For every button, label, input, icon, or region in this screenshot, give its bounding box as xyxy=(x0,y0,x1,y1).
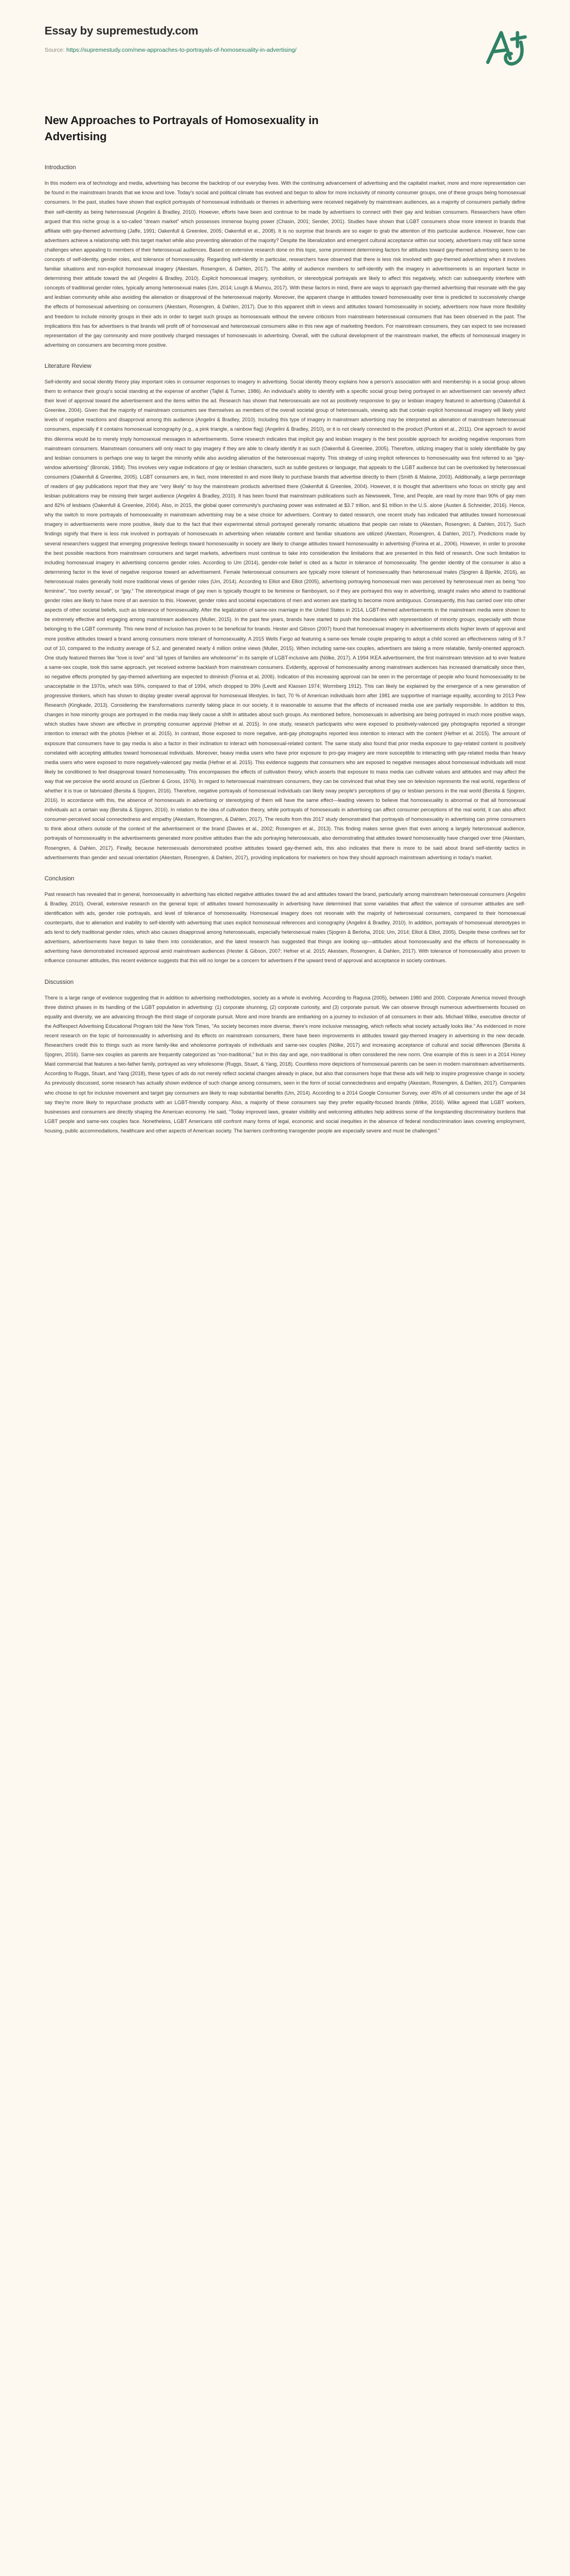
page-header xyxy=(0,0,570,83)
paragraph: Past research has revealed that in general, homosexuality in advertising has elicited negative attitudes toward the ad and attitudes toward the brand, particularly among mainstream heterosexual consumers (Angelini & Bradley, 2010). Overall, extensive research on the general topic of attitudes toward homosexuality in advertising have determined that some variables that affect the valence of consumer attitudes are self-identification with ads, gender role portrayals, and level of tolerance of homosexuality. Homosexual imagery does not resonate with the majority of heterosexual consumers, compared to their homosexual counterparts, due to alienation and inability to self-identify with advertising that uses explicit homosexual references and iconography (Angelini & Bradley, 2010). In addition, portrayals of homosexual stereotypes in ads tend to defy traditional gender roles, which also causes disapproval among heterosexuals, especially heterosexual males (Sjogren & Berloha, 2016; Um, 2014; Elliot & Elliot, 2005). Despite these confines set for advertisers, advertisements have begun to take them into consideration, and the latest research has suggested that things are looking up—attitudes about homosexuality and the effects of homosexuality in advertising have demonstrated increased approval amid mainstream audiences (Hester & Gibson, 2007; Hefner et al. 2015; Akestam, Rosengren, & Dahlen, 2017). With tolerance of homosexuality also proven to influence consumer attitudes, this recent evidence suggests that this will no longer be a concern for advertisers if the upward trend of approval and acceptance in society continues. xyxy=(45,891,525,964)
section-heading-conclusion: Conclusion xyxy=(45,875,75,882)
section-conclusion xyxy=(45,875,525,966)
paragraph: In this modern era of technology and media, advertising has become the backdrop of our everyday lives. With the continuing advancement of advertising and the capitalist market, more and more representation can be found in the mainstream brands that we know and love. Today's social and political climate has evolved and begun to allow for more inclusivity of minority consumer groups, one of these groups being homosexual consumers. In the past, studies have shown that explicit portrayals of homosexual individuals or themes in advertising were received negatively by mainstream audiences, as a majority of consumers partially define their self-identity as being heterosexual (Angelini & Bradley, 2010). However, efforts have been and continue to be made by advertisers to connect with their gay and lesbian consumers. Researchers have often argued that this niche group is a so-called “dream market” which possesses immense buying power (Chasin, 2001; Sender, 2001). Studies have shown that LGBT consumers show more interest in brands that affiliate with gay-themed advertising (Jaffe, 1991; Oakenfull & Greenlee, 2005; Oakenfull et al., 2008). It is no surprise that brands are so eager to grab the attention of this particular audience. However, how can advertisers achieve a relationship with this target market while also preventing alienation of the majority? Despite the liberalization and emergent cultural acceptance within our society, advertisers may still face some challenges when appealing to members of their heterosexual audiences. Based on extensive research done on this topic, some prominent determining factors for attitudes toward gay-themed advertising seem to be concepts of self-identity, gender roles, and tolerance of homosexuality. Regarding self-identity in particular, researchers have observed that there is less risk involved with gay-themed advertising when it involves familiar situations and non-explicit homosexual imagery (Akestam, Rosengren, & Dahlen, 2017). The ability of audience members to self-identify with the imagery in advertisements is an important factor in determining their attitude toward the ad (Angelini & Bradley, 2010). Explicit homosexual imagery, symbolism, or stereotypical portrayals are likely to affect this negatively, which can subsequently interfere with concepts of traditional gender roles, typically among heterosexual males (Um, 2014; Lough & Mumcu, 2017). With these factors in mind, there are ways to approach gay-themed advertising that resonate with the gay and lesbian community while also avoiding the alienation or disapproval of the heterosexual majority. Moreover, the apparent change in attitudes toward homosexuality over time is predicted to successively change the effects of homosexual advertising on consumers (Akestam, Rosengren, & Dahlen, 2017). Due to this apparent shift in views and attitudes toward homosexuality in society, advertisers now have more flexibility and freedom to include minority groups in their ads in order to target such groups as homosexuals without the severe criticism from mainstream heterosexual consumers that has been observed in the past. The implications this has for advertisers is that brands will profit off of homosexual and heterosexual consumers alike in this new age of marketing freedom. For mainstream consumers, they can expect to see increased representation of the gay community and more positively charged messages of homosexuals in advertising. Overall, with the cultural development of the mainstream market, the effects of homosexual imagery in advertising on consumers are becoming more positive. xyxy=(45,180,525,348)
source-label: Source: xyxy=(45,46,65,53)
section-heading-introduction: Introduction xyxy=(45,164,76,171)
a-plus-logo-icon xyxy=(482,21,530,69)
section-heading-literature-review: Literature Review xyxy=(45,362,92,370)
page-title: New Approaches to Portrayals of Homosexuality in Advertising xyxy=(45,114,319,144)
paragraph: Self-identity and social identity theory play important roles in consumer responses to imagery in advertising. Social identity theory explains how a person's association with and membership in a social group allows them to enhance their group's social standing at the expense of another (Tajfel & Turner, 1986). An individual's ability to identify with a specific social group being portrayed in an advertisement can severely affect their level of approval toward the advertisement and the items within the ad. Research has shown that heterosexuals are not as positively responsive to gay or lesbian imagery featured in advertising (Oakenfull & Greenlee, 2004). Given that the majority of mainstream consumers see themselves as members of the overall societal group of heterosexuals, viewing ads that contain explicit homosexual imagery will likely yield levels of negative reactions and disapproval among this audience (Angelini & Bradley, 2010). Including this type of imagery in mainstream advertising may be interpreted as alienation of mainstream heterosexual consumers, especially if it contains homosexual iconography (e.g., a pink triangle, a rainbow flag) (Angelini & Bradley, 2010), or it is not clearly connected to the product (Puntoni et al., 2011). One approach to avoid this dilemma would be to merely imply homosexual messages in advertisements. Some research indicates that implicit gay and lesbian imagery is the best possible approach for avoiding negative responses from mainstream consumers. Mainstream consumers will only react to gay imagery if they are able to clearly identify it as such (Oakenfull & Greenlee, 2005). Therefore, utilizing imagery that is solely identifiable by gay and lesbian consumers is perhaps one way to target the minority while also avoiding alienation of the heterosexual majority. This strategy of using implicit references to homosexuality was first referred to as “gay-window advertising” (Bronski, 1984). This involves very vague indications of gay or lesbian characters, such as subtle gestures or language, that appeals to the LGBT audience but can be overlooked by heterosexual consumers (Oakenfull & Greenlee, 2005). LGBT consumers are, in fact, more interested in and more likely to purchase brands that advertise directly to them (Smith & Malone, 2003). Additionally, a large percentage of readers of gay publications report that they are “very likely” to buy the mainstream products advertised there (Oakenfull & Greenlee, 2004). However, it is thought that advertisers who focus on strictly gay and lesbian publications may be missing their target audience (Angelini & Bradley, 2010). It has been found that mainstream publications such as Newsweek, Time, and People, are read by more than 90% of gay men and 82% of lesbians (Oakenfull & Greenlee, 2004). Also, in 2015, the global queer community's purchasing power was estimated at $3.7 trillion, and $1 trillion in the U.S. alone (Austen & Schneider, 2016). Hence, why the switch to more portrayals of homosexuality in mainstream advertising may be a wise choice for advertisers. Contrary to dated research, one recent study has indicated that attitudes toward homosexual imagery in advertisements were more positive, likely due to the fact that their experimental stimuli portrayed generally romantic situations that people can relate to (Akestam, Rosengren, & Dahlen, 2017). Such findings signify that there is less risk involved in portrayals of homosexuals in advertising when relatable content and familiar situations are utilized (Akestam, Rosengren, & Dahlen, 2017). Predictions made by several researchers suggest that emerging progressive feelings toward homosexuality in society are likely to change attitudes toward homosexuality in advertising (Fiorina et al., 2006). However, in order to provoke the best possible reactions from mainstream consumers and target markets, advertisers must continue to take into consideration the limitations that are presented in this field of research. One such limitation to including homosexual imagery in advertising concerns gender roles. According to Um (2014), gender-role belief is cited as a factor in tolerance of homosexuality. The gender identity of the consumer is also a determining factor in the level of negative response toward an advertisement. Female heterosexual consumers are typically more tolerant of homosexuality than heterosexual males (Sjogren & Bjerkle, 2016), as heterosexual males generally hold more traditional views of gender roles (Um, 2014). According to Elliot and Elliot (2005), advertising portraying homosexual men was perceived by heterosexual men as being “too feminine”, “too overtly sexual”, or “gay.” The stereotypical image of gay men is typically thought to be feminine or flamboyant, so if they are portrayed this way in advertising, straight males who attend to traditional gender roles are likely to have more of an aversion to this. However, gender roles and societal expectations of men and women are starting to become more ambiguous. Consequently, this has carried over into other aspects of other societal beliefs, such as tolerance of homosexuality. After the legalization of same-sex marriage in the United States in 2014, LGBT-themed advertisements in the mainstream media were shown to be extremely effective and engaging among mainstream audiences (Muller, 2015). In the past few years, brands have started to push the boundaries with representation of minority groups, especially with those belonging to the LGBT community. This new trend of inclusion has proven to be beneficial for brands. Hester and Gibson (2007) found that homosexual imagery in advertisements elicits higher levels of approval and more positive attitudes toward a brand among consumers more tolerant of homosexuality. A 2015 Wells Fargo ad featuring a same-sex female couple preparing to adopt a child scored an effectiveness rating of 9.7 out of 10, compared to the industry average of 5.2, and generated nearly 4 million online views (Muller, 2015). When including same-sex couples, advertisers are taking a more relatable, family-oriented approach. One study featured themes like “love is love” and “all types of families are wholesome” in its sample of LGBT-inclusive ads (Nölke, 2017). A 1994 IKEA advertisement, the first mainstream television ad to ever feature a same-sex couple, took this same approach, yet received extreme backlash from mainstream consumers. Evidently, approval of homosexuality among mainstream audiences has increased dramatically since then, so negative effects prompted by gay-themed advertising are expected to diminish (Fiorina et al, 2006). Indication of this increasing approval can be seen in the percentage of people who found homosexuality to be unacceptable in the 1970s, which was 59%, compared to that of 1994, which dropped to 39% (Levitt and Klassen 1974; Wormberg 1912). This can likely be explained by the emergence of a new generation of progressive thinkers, which has shown to display greater overall approval for homosexual lifestyles. In fact, 70 % of American individuals born after 1981 are supportive of marriage equality, according to 2013 Pew Research (Kingkade, 2013). Considering the transformations currently taking place in our society, it is reasonable to assume that the effects of increased media use are partially responsible. In addition to this, changes in how minority groups are portrayed in the media may likely cause a shift in attitudes about such groups. As mentioned before, homosexuals in advertising are being portrayed in much more positive ways, which studies have shown are effective in prompting consumer approval (Hefner et al. 2015). In one study, research participants who were exposed to positively-valenced gay photographs reported a stronger intention to interact with the photos (Hefner et al. 2015). In contrast, those exposed to more negative, anti-gay photographs reported less intention to interact with the content (Hefner et al. 2015). The amount of exposure that consumers have to gay media is also a factor in their inclination to interact with homosexual-related content. The same study also found that prior media exposure to gay-related content is positively correlated with accepting attitudes toward homosexual individuals. Moreover, heavy media users who have prior exposure to pro-gay imagery are more susceptible to interacting with gay-related media than heavy media users who were exposed to more negatively-valenced gay media (Hefner et al. 2015). This evidence suggests that consumers who are exposed to negative messages about homosexual individuals will most likely be conditioned to feel disapproval toward homosexuality. This encompasses the effects of cultivation theory, which asserts that exposure to mass media can cultivate values and attitudes and may affect the way that we perceive the world around us (Gerbner & Gross, 1976). In regard to heterosexual mainstream consumers, they can be convinced that what they see on television represents the real world, regardless of whether it is true or fabricated (Bersita & Sjogren, 2016). Therefore, negative portrayals of homosexual individuals can likely sway people's perceptions of gay or lesbian persons in the real world (Bersita & Sjogren, 2016). In accordance with this, the absence of homosexuals in advertising or stereotyping of them will have the same effect—leading viewers to believe that homosexuality is abnormal or that all homosexual individuals act a certain way (Bersita & Sjogren, 2016). In relation to the idea of cultivation theory, while portrayals of homosexuals in advertising can affect consumer perceptions of the real world, it can also affect consumer-perceived social connectedness and empathy (Akestam, Rosengren, & Dahlen, 2017). The results from this 2017 study demonstrated that portrayals of homosexuality in advertising can prime consumers to think about others outside of the context of the advertisement or the brand (Davies et al., 2002; Rosengren et al., 2013). This finding makes sense given that even among a largely heterosexual audience, portrayals of homosexuality in the advertisements generated more positive attitudes than the ads portraying heterosexuals, also demonstrating that attitudes toward homosexuality have changed over time (Akestam, Rosengren, & Dahlen, 2017). Finally, because heterosexuals demonstrated positive attitudes toward gay-themed ads, this also indicates that there is more to be said about brand self-identity tactics in advertisements than gender and sexual orientation (Akestam, Rosengren, & Dahlen, 2017), providing implications for marketers on how they should approach mainstream advertising in today's market. xyxy=(45,378,525,860)
section-discussion xyxy=(45,978,525,1136)
source-url-link[interactable]: https://supremestudy.com/new-approaches-to-portrayals-of-homosexuality-in-advertising/ xyxy=(66,46,297,53)
source-line xyxy=(45,46,306,55)
paragraph: There is a large range of evidence suggesting that in addition to advertising methodologies, society as a whole is evolving. According to Ragusa (2005), between 1980 and 2000, Corporate America moved through three distinct phases in its handling of the LGBT population in advertising: (1) corporate shunning, (2) corporate curiosity, and (3) corporate pursuit. We can observe through numerous advertisements focused on equality and diversity, we are advancing through the third stage of corporate pursuit. More and more brands are embarking on a journey to inclusion of all consumers in their ads. Michael Wilke, executive director of the AdRespect Advertising Educational Program told the New York Times, “As society becomes more diverse, there's more inclusive messaging, which reflects what society actually looks like.” As evidenced in more recent research on the topic of homosexuality in advertising and its effects on mainstream consumers, there have been improvements in attitudes toward gay-themed imagery in advertising in the new decade. Researchers credit this to things such as more family-like and wholesome portrayals of individuals and same-sex couples (Nölke, 2017) and increasing acceptance of cultural and social differences (Bersita & Sjogren, 2016). Same-sex couples as parents are frequently categorized as “non-traditional,” but in this day and age, non-traditional is often considered the new norm. One example of this is seen in a 2014 Honey Maid commercial that features a two-father family, portrayed as very wholesome (Ruggs, Stuart, & Yang, 2018). Countless more depictions of homosexual parents can be seen in modern mainstream advertisements. According to Ruggs, Stuart, and Yang (2018), these types of ads do not merely reflect societal changes already in place, but also that consumers hope that these ads will help to inspire progressive change in society. As previously discussed, some research has actually shown evidence of such change among consumers, seen in the form of social connectedness and empathy (Akestam, Rosengren, & Dahlen, 2017). Companies who choose to opt for inclusive movement and target gay consumers are likely to reap substantial benefits (Um, 2014). According to a 2014 Google Consumer Survey, over 45% of all consumers under the age of 34 say they're more likely to repurchase products with an LGBT-friendly company. Also, a majority of these consumers say they prefer equality-focused brands (Wilke, 2016). Wilke agreed that LGBT workers, businesses and consumers are directly shaping the American economy. He said, “Today improved laws, greater visibility and welcoming attitudes help address some of the longstanding discriminatory burdens that LGBT people and same-sex couples face. Nonetheless, LGBT Americans still confront many forms of legal, economic and social inequities in the absence of federal nondiscrimination laws covering employment, housing, public accommodations, healthcare and other aspects of American society. The barriers confronting transgender people are especially severe and must be challenged.” xyxy=(45,994,525,1134)
essay-content xyxy=(0,83,570,1169)
section-heading-discussion: Discussion xyxy=(45,978,74,986)
section-literature-review xyxy=(45,362,525,863)
section-introduction xyxy=(45,164,525,350)
brand-title: Essay by supremestudy.com xyxy=(45,24,199,37)
